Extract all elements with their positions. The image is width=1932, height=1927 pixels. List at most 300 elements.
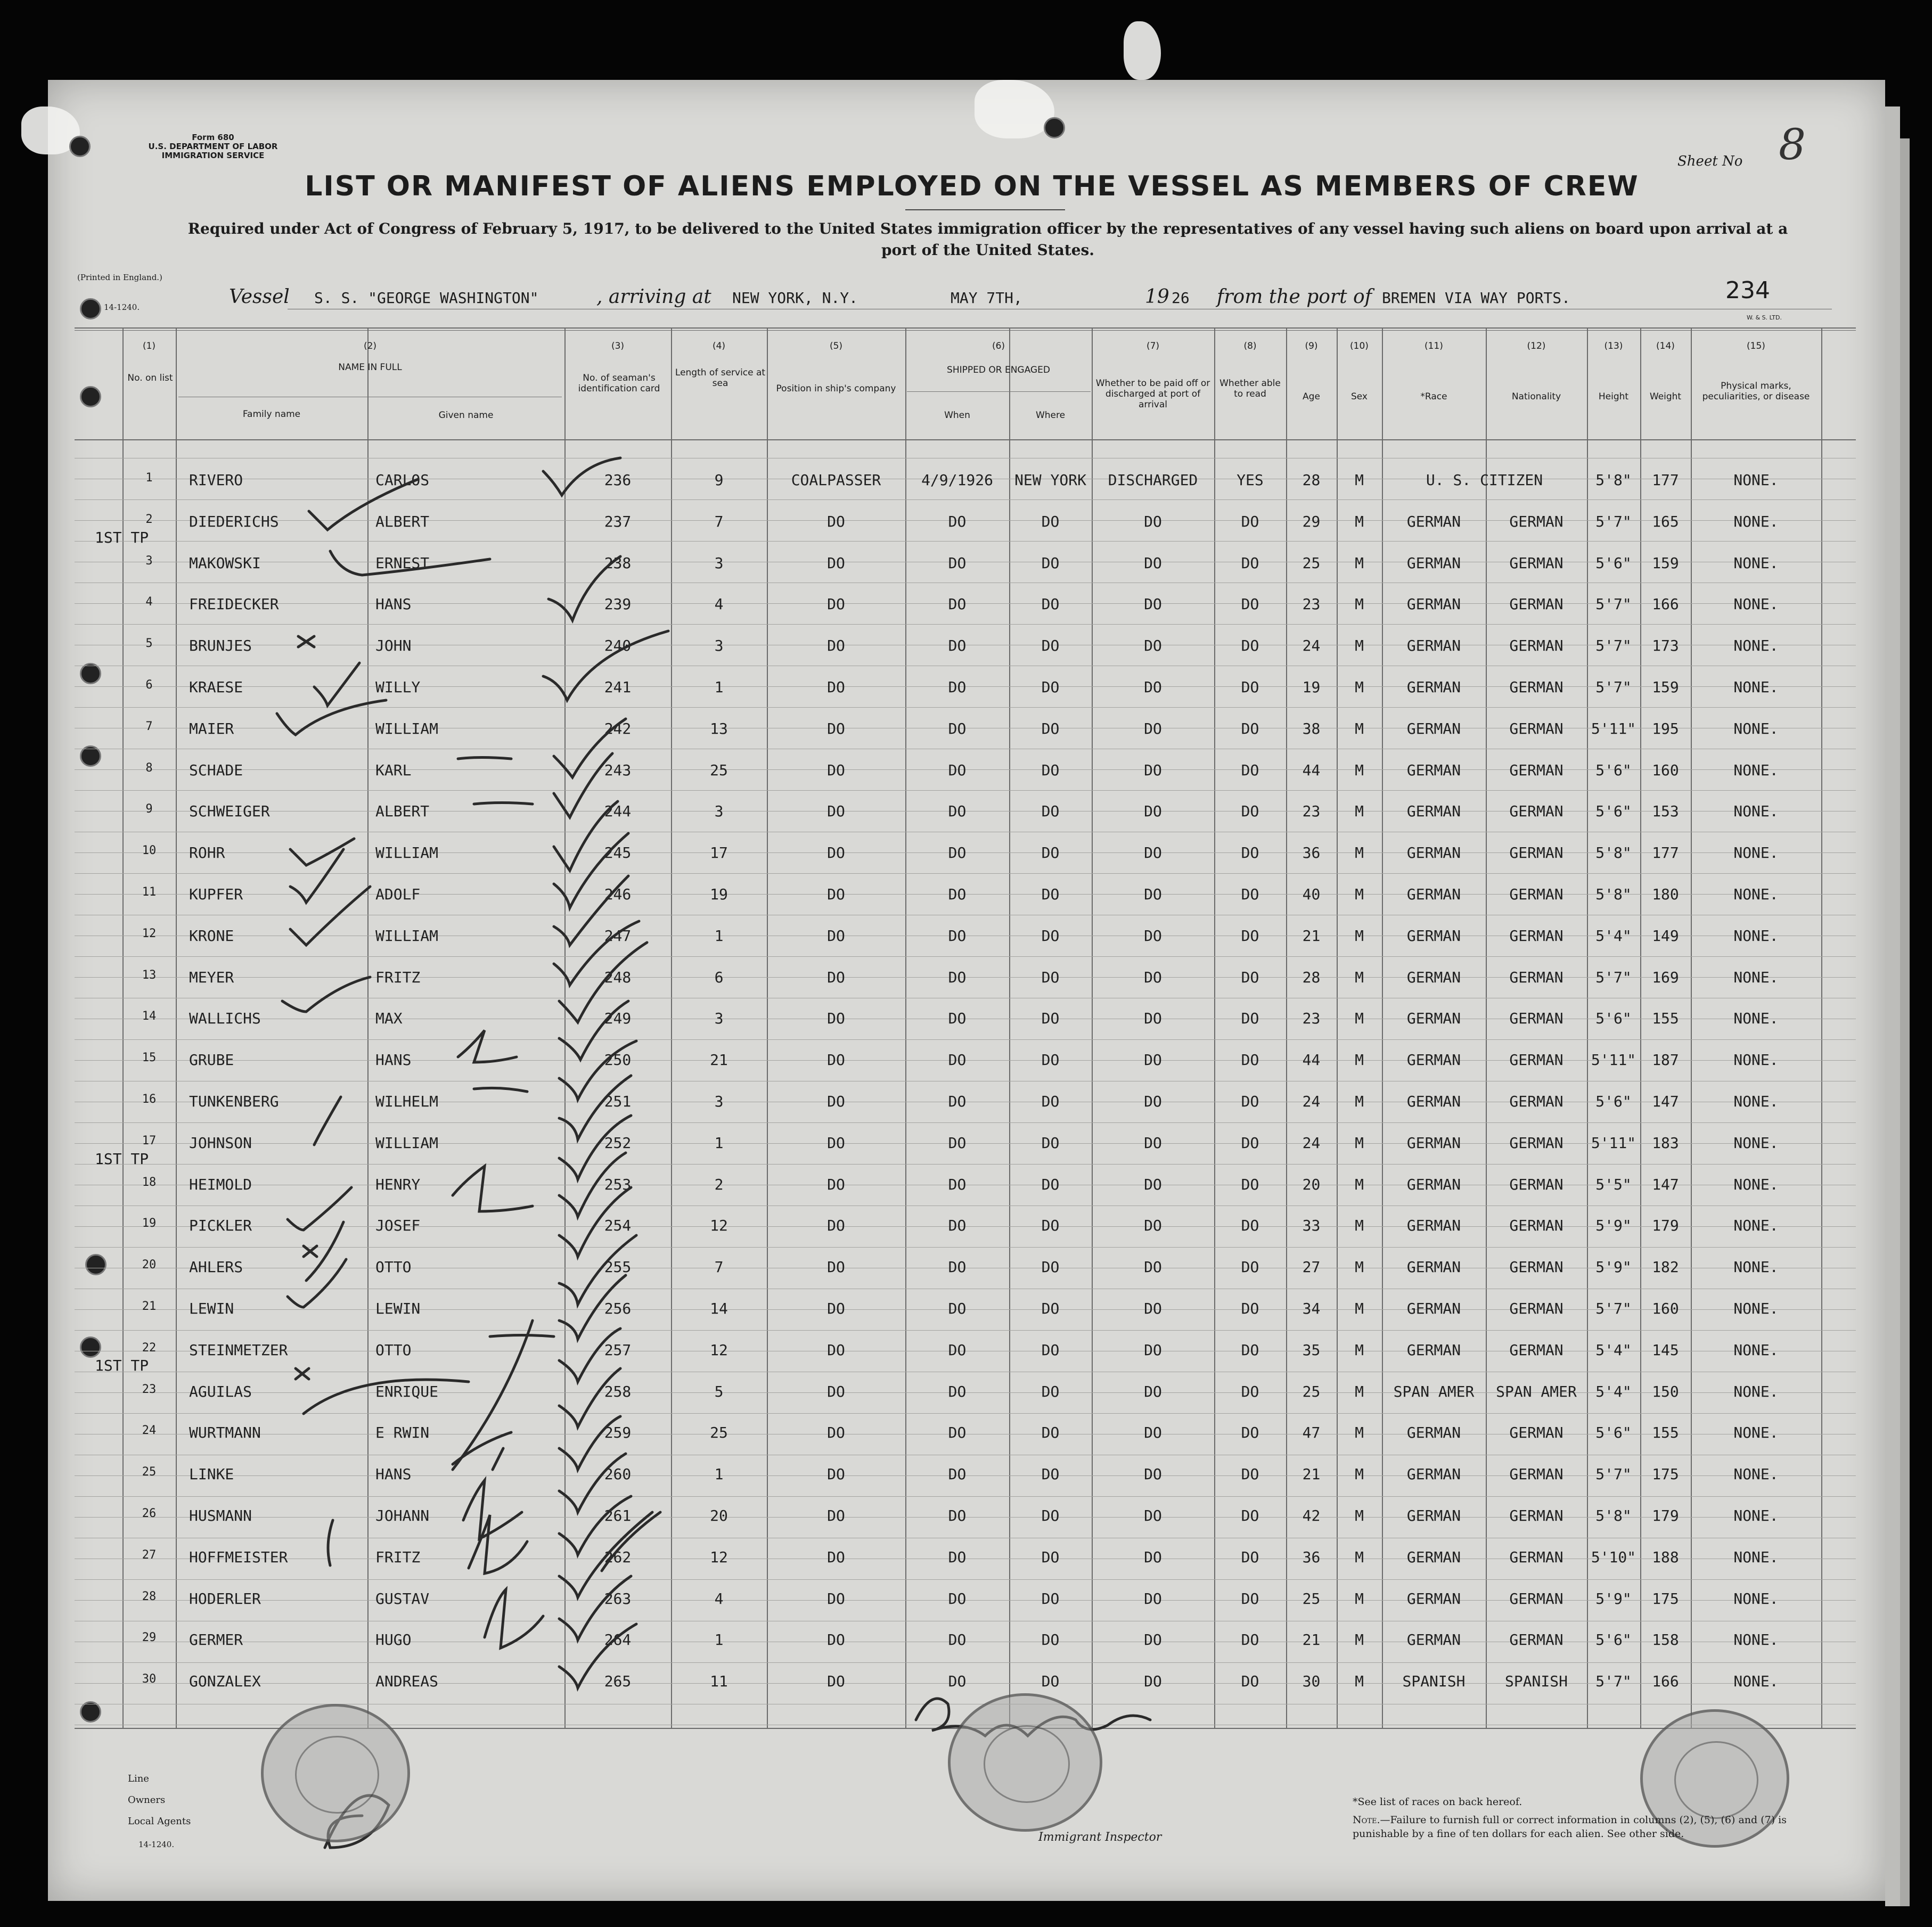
family-name: FREIDECKER: [189, 595, 279, 613]
paid-off-status: DO: [1144, 1093, 1162, 1110]
family-name: ROHR: [189, 844, 225, 862]
age: 24: [1302, 1134, 1321, 1152]
able-to-read: DO: [1241, 968, 1259, 986]
weight: 149: [1652, 926, 1679, 945]
weight: 155: [1652, 1424, 1679, 1442]
paid-off-status: DO: [1144, 1548, 1162, 1566]
id-card-number: 248: [604, 968, 632, 986]
hdr-physical: Physical marks, peculiarities, or disease: [1702, 381, 1810, 402]
printed-note: (Printed in England.): [77, 273, 162, 282]
paid-off-status: DO: [1144, 1631, 1162, 1649]
id-card-number: 243: [604, 761, 632, 779]
row-number: 4: [145, 595, 153, 609]
weight: 147: [1652, 1175, 1679, 1193]
race: GERMAN: [1406, 1300, 1461, 1317]
race: SPANISH: [1402, 1672, 1466, 1691]
given-name: WILLIAM: [375, 1134, 439, 1152]
note-text: —Failure to furnish full or correct information in columns (2), (5), (6) and (7) is punishable by a fine of ten dollars for each alien. See other side.: [1353, 1814, 1787, 1840]
hdr-where: Where: [1035, 410, 1066, 421]
id-card-number: 261: [604, 1507, 632, 1524]
service-length: 9: [714, 471, 724, 489]
paid-off-status: DO: [1144, 844, 1162, 862]
height: 5'9": [1595, 1217, 1632, 1235]
family-name: KRONE: [189, 926, 234, 945]
sex: M: [1355, 1093, 1364, 1110]
engaged-when: DO: [948, 1300, 967, 1317]
race: GERMAN: [1406, 1548, 1461, 1566]
physical-marks: NONE.: [1733, 1300, 1779, 1317]
paid-off-status: DO: [1144, 1424, 1162, 1442]
origin-port: BREMEN VIA WAY PORTS.: [1382, 289, 1571, 307]
fine-note: [1353, 1813, 1821, 1841]
checkmark: [554, 921, 639, 985]
sex: M: [1355, 926, 1364, 945]
year-suffix: 26: [1172, 289, 1190, 307]
sex: M: [1355, 1051, 1364, 1069]
physical-marks: NONE.: [1733, 471, 1779, 489]
nationality: GERMAN: [1509, 802, 1563, 821]
service-length: 7: [714, 1258, 724, 1276]
nationality: GERMAN: [1509, 1341, 1563, 1359]
engaged-when: DO: [948, 1258, 967, 1276]
weight: 160: [1652, 1300, 1679, 1317]
from-label: from the port of: [1217, 286, 1372, 308]
engaged-when: DO: [948, 802, 967, 821]
service: IMMIGRATION SERVICE: [161, 151, 265, 160]
service-length: 21: [710, 1051, 728, 1069]
given-name: KARL: [375, 761, 412, 779]
height: 5'6": [1595, 1631, 1632, 1649]
height: 5'9": [1595, 1589, 1632, 1608]
id-card-number: 249: [604, 1010, 632, 1028]
nationality: GERMAN: [1509, 761, 1563, 779]
family-name: SCHADE: [189, 761, 243, 779]
race: GERMAN: [1406, 761, 1461, 779]
age: 21: [1302, 926, 1321, 945]
engaged-when: DO: [948, 968, 967, 986]
age: 36: [1302, 1548, 1321, 1566]
sex: M: [1355, 1672, 1364, 1691]
arrival-port: NEW YORK, N.Y.: [732, 289, 858, 307]
height: 5'8": [1595, 885, 1632, 903]
physical-marks: NONE.: [1733, 968, 1779, 986]
hdr-no-on-list: No. on list: [127, 373, 173, 383]
weight: 160: [1652, 761, 1679, 779]
vessel-label: Vessel: [229, 286, 290, 308]
weight: 180: [1652, 885, 1679, 903]
given-name: LEWIN: [375, 1300, 421, 1317]
race: GERMAN: [1406, 637, 1461, 655]
given-name: ANDREAS: [375, 1672, 439, 1691]
paid-off-status: DO: [1144, 719, 1162, 737]
checkmark: [309, 479, 418, 530]
given-name: WILLIAM: [375, 719, 439, 737]
height: 5'7": [1595, 678, 1632, 696]
physical-marks: NONE.: [1733, 637, 1779, 655]
race: GERMAN: [1406, 1010, 1461, 1028]
able-to-read: DO: [1241, 844, 1259, 862]
engaged-when: DO: [948, 1507, 967, 1524]
paid-off-status: DO: [1144, 595, 1162, 613]
sex: M: [1355, 595, 1364, 613]
age: 23: [1302, 802, 1321, 821]
service-length: 3: [714, 1010, 724, 1028]
height: 5'6": [1595, 1424, 1632, 1442]
paid-off-status: DO: [1144, 1217, 1162, 1235]
engaged-where: DO: [1041, 1341, 1060, 1359]
physical-marks: NONE.: [1733, 1589, 1779, 1608]
paid-off-status: DO: [1144, 637, 1162, 655]
engaged-where: DO: [1041, 885, 1060, 903]
sex: M: [1355, 471, 1364, 489]
hdr-column-number: (2): [363, 341, 377, 351]
row-number: 7: [145, 719, 153, 733]
height: 5'11": [1591, 1051, 1636, 1069]
ship-position: DO: [827, 844, 845, 862]
number-four: [469, 1515, 527, 1573]
able-to-read: DO: [1241, 1300, 1259, 1317]
checkmark: [314, 1097, 341, 1145]
ship-position: DO: [827, 885, 845, 903]
sex: M: [1355, 719, 1364, 737]
engaged-where: DO: [1041, 554, 1060, 572]
ship-position: DO: [827, 512, 845, 530]
weight: 187: [1652, 1051, 1679, 1069]
service-length: 1: [714, 926, 724, 945]
paid-off-status: DO: [1144, 1341, 1162, 1359]
weight: 166: [1652, 1672, 1679, 1691]
weight: 183: [1652, 1134, 1679, 1152]
id-card-number: 240: [604, 637, 632, 655]
checkmark: [554, 833, 628, 908]
number-four: [458, 1030, 517, 1062]
checkmark: [559, 1275, 626, 1339]
sex: M: [1355, 1548, 1364, 1566]
service-length: 13: [710, 719, 728, 737]
stroke-mark: [328, 1520, 333, 1565]
service-length: 4: [714, 1589, 724, 1608]
number-four: [485, 1589, 543, 1648]
engaged-when: DO: [948, 1093, 967, 1110]
able-to-read: DO: [1241, 1589, 1259, 1608]
weight: 182: [1652, 1258, 1679, 1276]
row-number: 20: [142, 1258, 157, 1272]
footer-line-label: Line: [128, 1773, 149, 1784]
sex: M: [1355, 968, 1364, 986]
race: GERMAN: [1406, 968, 1461, 986]
checkmark: [559, 1153, 626, 1217]
given-name: FRITZ: [375, 968, 421, 986]
nationality: GERMAN: [1509, 554, 1563, 572]
engaged-when: DO: [948, 844, 967, 862]
race: GERMAN: [1406, 802, 1461, 821]
race: U. S. CITIZEN: [1426, 471, 1543, 489]
family-name: HUSMANN: [189, 1507, 252, 1524]
page-subtitle: Required under Act of Congress of February 5, 1917, to be delivered to the United States immigration officer by the representatives of any vessel having such aliens on board upon arrival at a port of the United States.: [187, 220, 1788, 259]
note-label: Note.: [1353, 1814, 1380, 1826]
given-name: WILLY: [375, 678, 421, 696]
paid-off-status: DO: [1144, 1465, 1162, 1483]
engaged-when: DO: [948, 1548, 967, 1566]
weight: 166: [1652, 595, 1679, 613]
long-stroke: [453, 1321, 533, 1470]
given-name: ALBERT: [375, 512, 430, 530]
weight: 179: [1652, 1507, 1679, 1524]
checkmark: [330, 551, 490, 575]
family-name: MAIER: [189, 719, 234, 737]
nationality: GERMAN: [1509, 968, 1563, 986]
nationality: GERMAN: [1509, 1258, 1563, 1276]
checkmark: [290, 839, 354, 865]
age: 28: [1302, 471, 1321, 489]
able-to-read: DO: [1241, 1672, 1259, 1691]
able-to-read: DO: [1241, 1424, 1259, 1442]
able-to-read: DO: [1241, 1382, 1259, 1400]
nationality: GERMAN: [1509, 1631, 1563, 1649]
engaged-where: DO: [1041, 1589, 1060, 1608]
engaged-where: DO: [1041, 595, 1060, 613]
family-name: KUPFER: [189, 885, 243, 903]
ship-position: DO: [827, 1217, 845, 1235]
physical-marks: NONE.: [1733, 844, 1779, 862]
race: GERMAN: [1406, 1631, 1461, 1649]
physical-marks: NONE.: [1733, 1341, 1779, 1359]
hdr-column-number: (3): [611, 341, 625, 351]
height: 5'8": [1595, 471, 1632, 489]
height: 5'8": [1595, 844, 1632, 862]
nationality: GERMAN: [1509, 1010, 1563, 1028]
family-name: GONZALEX: [189, 1672, 261, 1691]
physical-marks: NONE.: [1733, 678, 1779, 696]
ship-position: DO: [827, 1134, 845, 1152]
sex: M: [1355, 1589, 1364, 1608]
hdr-nationality: Nationality: [1511, 391, 1561, 402]
hdr-column-number: (10): [1350, 341, 1369, 351]
physical-marks: NONE.: [1733, 802, 1779, 821]
paid-off-status: DO: [1144, 512, 1162, 530]
engaged-when: DO: [948, 678, 967, 696]
physical-marks: NONE.: [1733, 1051, 1779, 1069]
race: GERMAN: [1406, 1258, 1461, 1276]
id-card-number: 253: [604, 1175, 632, 1193]
row-number: 22: [142, 1341, 157, 1355]
weight: 159: [1652, 678, 1679, 696]
checkmark: [559, 1368, 620, 1427]
sex: M: [1355, 1507, 1364, 1524]
id-card-number: 236: [604, 471, 632, 489]
x-mark: [296, 1368, 309, 1379]
height: 5'5": [1595, 1175, 1632, 1193]
engaged-where: DO: [1041, 968, 1060, 986]
nationality: GERMAN: [1509, 1134, 1563, 1152]
able-to-read: DO: [1241, 637, 1259, 655]
hdr-family-name: Family name: [242, 409, 301, 420]
engaged-where: DO: [1041, 802, 1060, 821]
able-to-read: DO: [1241, 1465, 1259, 1483]
nationality: GERMAN: [1509, 885, 1563, 903]
height: 5'6": [1595, 1010, 1632, 1028]
hdr-paid-off: Whether to be paid off or discharged at port of arrival: [1095, 378, 1210, 410]
ship-position: DO: [827, 1382, 845, 1400]
ship-position: DO: [827, 637, 845, 655]
height: 5'6": [1595, 1093, 1632, 1110]
engaged-when: DO: [948, 1589, 967, 1608]
age: 24: [1302, 1093, 1321, 1110]
engaged-where: DO: [1041, 1382, 1060, 1400]
nationality: GERMAN: [1509, 719, 1563, 737]
weight: 175: [1652, 1465, 1679, 1483]
paid-off-status: DO: [1144, 554, 1162, 572]
able-to-read: DO: [1241, 678, 1259, 696]
service-length: 3: [714, 802, 724, 821]
form-code: 14-1240.: [104, 302, 140, 312]
age: 38: [1302, 719, 1321, 737]
height: 5'7": [1595, 637, 1632, 655]
service-length: 6: [714, 968, 724, 986]
checkmark: [549, 556, 620, 620]
physical-marks: NONE.: [1733, 761, 1779, 779]
physical-marks: NONE.: [1733, 1217, 1779, 1235]
nationality: SPANISH: [1504, 1672, 1568, 1691]
race: GERMAN: [1406, 1051, 1461, 1069]
given-name: CARLOS: [375, 471, 430, 489]
ship-position: DO: [827, 595, 845, 613]
service-length: 25: [710, 761, 728, 779]
form-number: Form 680: [192, 133, 234, 142]
id-card-number: 265: [604, 1672, 632, 1691]
family-name: KRAESE: [189, 678, 243, 696]
age: 36: [1302, 844, 1321, 862]
paid-off-status: DISCHARGED: [1108, 471, 1198, 489]
manifest-number: 234: [1725, 277, 1770, 304]
checkmark: [559, 1041, 636, 1100]
weight: 188: [1652, 1548, 1679, 1566]
checkmark: [559, 1512, 652, 1597]
weight: 165: [1652, 512, 1679, 530]
dash-mark: [474, 1088, 527, 1092]
able-to-read: DO: [1241, 719, 1259, 737]
engaged-when: DO: [948, 1134, 967, 1152]
physical-marks: NONE.: [1733, 1548, 1779, 1566]
given-name: HENRY: [375, 1175, 421, 1193]
ship-position: DO: [827, 1258, 845, 1276]
physical-marks: NONE.: [1733, 1465, 1779, 1483]
height: 5'11": [1591, 719, 1636, 737]
hdr-column-number: (1): [142, 341, 156, 351]
engaged-where: DO: [1041, 1300, 1060, 1317]
id-card-number: 256: [604, 1300, 632, 1317]
hdr-column-number: (11): [1425, 341, 1443, 351]
paid-off-status: DO: [1144, 1175, 1162, 1193]
row-number: 11: [142, 885, 157, 899]
able-to-read: DO: [1241, 595, 1259, 613]
service-length: 1: [714, 1631, 724, 1649]
ship-position: DO: [827, 1051, 845, 1069]
hdr-height: Height: [1598, 391, 1629, 402]
engaged-when: DO: [948, 1672, 967, 1691]
able-to-read: DO: [1241, 1093, 1259, 1110]
row-number: 16: [142, 1093, 157, 1106]
age: 33: [1302, 1217, 1321, 1235]
race: GERMAN: [1406, 1507, 1461, 1524]
height: 5'7": [1595, 1465, 1632, 1483]
hdr-column-number: (12): [1527, 341, 1546, 351]
checkmark: [559, 1416, 620, 1470]
able-to-read: DO: [1241, 926, 1259, 945]
age: 25: [1302, 1382, 1321, 1400]
age: 42: [1302, 1507, 1321, 1524]
engaged-where: DO: [1041, 1465, 1060, 1483]
age: 47: [1302, 1424, 1321, 1442]
engaged-when: DO: [948, 637, 967, 655]
number-four: [463, 1448, 522, 1539]
ship-position: DO: [827, 554, 845, 572]
ship-position: DO: [827, 1507, 845, 1524]
given-name: HANS: [375, 1051, 412, 1069]
given-name: ALBERT: [375, 802, 430, 821]
sheet-number: 8: [1779, 120, 1806, 169]
nationality: GERMAN: [1509, 595, 1563, 613]
printer-mark: W. & S. LTD.: [1747, 314, 1782, 321]
paid-off-status: DO: [1144, 1010, 1162, 1028]
height: 5'4": [1595, 1382, 1632, 1400]
physical-marks: NONE.: [1733, 554, 1779, 572]
service-length: 20: [710, 1507, 728, 1524]
age: 21: [1302, 1465, 1321, 1483]
height: 5'6": [1595, 761, 1632, 779]
engaged-where: NEW YORK: [1014, 471, 1086, 489]
row-number: 15: [142, 1051, 157, 1065]
engaged-where: DO: [1041, 1010, 1060, 1028]
sex: M: [1355, 1217, 1364, 1235]
physical-marks: NONE.: [1733, 1175, 1779, 1193]
given-name: HUGO: [375, 1631, 412, 1649]
age: 28: [1302, 968, 1321, 986]
physical-marks: NONE.: [1733, 512, 1779, 530]
family-name: LINKE: [189, 1465, 234, 1483]
ship-position: DO: [827, 1589, 845, 1608]
age: 27: [1302, 1258, 1321, 1276]
ship-position: DO: [827, 719, 845, 737]
row-number: 13: [142, 968, 157, 982]
able-to-read: DO: [1241, 1134, 1259, 1152]
engaged-when: DO: [948, 1051, 967, 1069]
race: SPAN AMER: [1393, 1382, 1475, 1400]
age: 24: [1302, 637, 1321, 655]
weight: 147: [1652, 1093, 1679, 1110]
hdr-position: Position in ship's company: [776, 383, 896, 394]
service-length: 12: [710, 1548, 728, 1566]
id-card-number: 254: [604, 1217, 632, 1235]
nationality: GERMAN: [1509, 637, 1563, 655]
service-length: 1: [714, 1465, 724, 1483]
nationality: GERMAN: [1509, 1589, 1563, 1608]
race: GERMAN: [1406, 1589, 1461, 1608]
family-name: SCHWEIGER: [189, 802, 270, 821]
hdr-sex: Sex: [1350, 391, 1368, 402]
physical-marks: NONE.: [1733, 1631, 1779, 1649]
given-name: GUSTAV: [375, 1589, 430, 1608]
inspector-label: Immigrant Inspector: [1038, 1831, 1162, 1844]
page-title: LIST OR MANIFEST OF ALIENS EMPLOYED ON THE VESSEL AS MEMBERS OF CREW: [305, 170, 1639, 202]
row-number: 18: [142, 1175, 157, 1189]
hdr-id-card: No. of seaman's identification card: [578, 373, 660, 394]
row-number: 1: [145, 471, 153, 485]
x-mark: [304, 1246, 317, 1257]
sex: M: [1355, 1341, 1364, 1359]
engaged-when: DO: [948, 1631, 967, 1649]
family-name: TUNKENBERG: [189, 1093, 279, 1110]
